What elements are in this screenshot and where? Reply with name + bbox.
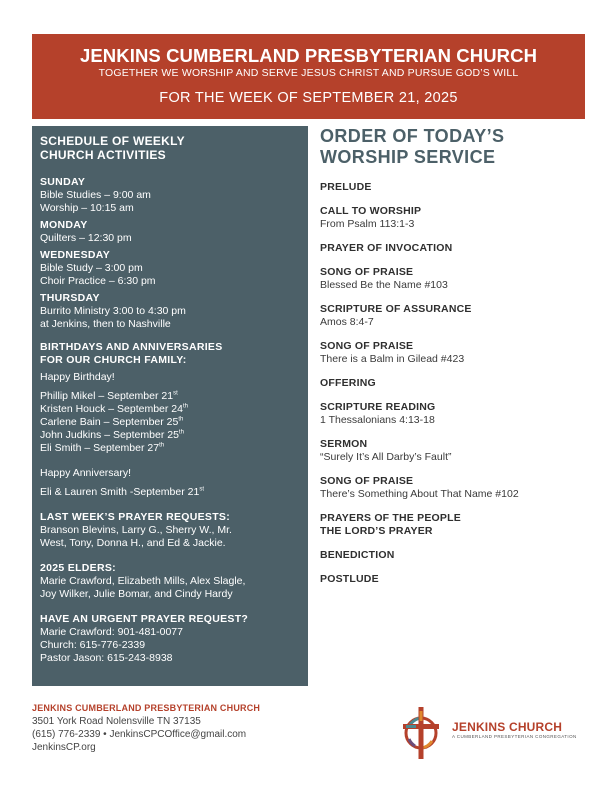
service-item: PRAYERS OF THE PEOPLE THE LORD’S PRAYER: [320, 512, 590, 538]
service-item: SONG OF PRAISE Blessed Be the Name #103: [320, 266, 448, 291]
footer-contact[interactable]: (615) 776-2339 • JenkinsCPCOffice@gmail.com: [32, 729, 247, 740]
sunday-line: Worship – 10:15 am: [40, 202, 134, 214]
urgent-prayer-heading: HAVE AN URGENT PRAYER REQUEST?: [40, 613, 249, 625]
sunday-heading: SUNDAY: [40, 176, 86, 188]
sunday-line: Bible Studies – 9:00 am: [40, 189, 151, 201]
monday-line: Quilters – 12:30 pm: [40, 232, 132, 244]
schedule-title: SCHEDULE OF WEEKLY CHURCH ACTIVITIES: [40, 134, 185, 162]
urgent-contact: Marie Crawford: 901-481-0077: [40, 626, 183, 638]
service-item: BENEDICTION: [320, 549, 395, 561]
elders-heading: 2025 ELDERS:: [40, 562, 116, 574]
service-item: SCRIPTURE OF ASSURANCE Amos 8:4-7: [320, 303, 472, 328]
birthdays-heading: BIRTHDAYS AND ANNIVERSARIES: [40, 341, 223, 353]
service-item: SERMON “Surely It’s All Darby’s Fault”: [320, 438, 452, 463]
birthdays-heading: FOR OUR CHURCH FAMILY:: [40, 354, 187, 366]
service-item: SONG OF PRAISE There’s Something About That Name #102: [320, 475, 519, 500]
thursday-line: at Jenkins, then to Nashville: [40, 318, 171, 330]
wednesday-line: Bible Study – 3:00 pm: [40, 262, 143, 274]
lords-prayer: THE LORD’S PRAYER: [320, 525, 433, 537]
monday-heading: MONDAY: [40, 219, 88, 231]
elders-line: Joy Wilker, Julie Bomar, and Cindy Hardy: [40, 588, 233, 600]
logo-text: JENKINS CHURCH: [452, 720, 563, 734]
footer-church-name: JENKINS CUMBERLAND PRESBYTERIAN CHURCH: [32, 703, 261, 713]
footer-address: 3501 York Road Nolensville TN 37135: [32, 716, 201, 727]
anniversary-item: Eli & Lauren Smith -September 21st: [40, 486, 205, 498]
footer-website[interactable]: JenkinsCP.org: [32, 742, 96, 753]
urgent-contact: Pastor Jason: 615-243-8938: [40, 652, 173, 664]
prayer-requests-heading: LAST WEEK’S PRAYER REQUESTS:: [40, 511, 231, 523]
birthday-item: Eli Smith – September 27th: [40, 442, 165, 454]
order-of-worship: [320, 126, 590, 597]
birthday-item: Carlene Bain – September 25th: [40, 416, 184, 428]
elders-line: Marie Crawford, Elizabeth Mills, Alex Slagle,: [40, 575, 246, 587]
church-footer: [32, 702, 332, 754]
service-item: SONG OF PRAISE There is a Balm in Gilead #423: [320, 340, 465, 365]
service-item: OFFERING: [320, 377, 376, 389]
happy-birthday-label: Happy Birthday!: [40, 371, 115, 383]
order-title: ORDER OF TODAY’S WORSHIP SERVICE: [320, 126, 505, 167]
happy-anniversary-label: Happy Anniversary!: [40, 467, 132, 479]
church-motto: TOGETHER WE WORSHIP AND SERVE JESUS CHRIST AND PURSUE GOD’S WILL: [98, 67, 519, 79]
weekly-schedule-panel: [32, 126, 308, 686]
service-item: CALL TO WORSHIP From Psalm 113:1-3: [320, 205, 422, 230]
service-item: SCRIPTURE READING 1 Thessalonians 4:13-18: [320, 401, 436, 426]
birthday-item: Kristen Houck – September 24th: [40, 403, 189, 415]
logo-subtitle: A CUMBERLAND PRESBYTERIAN CONGREGATION: [452, 734, 577, 739]
page-header: [32, 34, 585, 119]
thursday-line: Burrito Ministry 3:00 to 4:30 pm: [40, 305, 186, 317]
wednesday-line: Choir Practice – 6:30 pm: [40, 275, 156, 287]
week-label: FOR THE WEEK OF SEPTEMBER 21, 2025: [159, 90, 458, 106]
wednesday-heading: WEDNESDAY: [40, 249, 110, 261]
birthday-item: Phillip Mikel – September 21st: [40, 390, 178, 402]
prayer-requests-line: Branson Blevins, Larry G., Sherry W., Mr.: [40, 524, 232, 536]
service-item: PRELUDE: [320, 181, 372, 193]
prayer-requests-line: West, Tony, Donna H., and Ed & Jackie.: [40, 537, 226, 549]
urgent-contact: Church: 615-776-2339: [40, 639, 146, 651]
thursday-heading: THURSDAY: [40, 292, 100, 304]
church-logo: [398, 705, 588, 765]
church-title: JENKINS CUMBERLAND PRESBYTERIAN CHURCH: [79, 45, 538, 66]
service-item: PRAYER OF INVOCATION: [320, 242, 453, 254]
birthday-item: John Judkins – September 25th: [40, 429, 184, 441]
cross-circle-logo-icon: [398, 705, 444, 761]
service-item: POSTLUDE: [320, 573, 379, 585]
